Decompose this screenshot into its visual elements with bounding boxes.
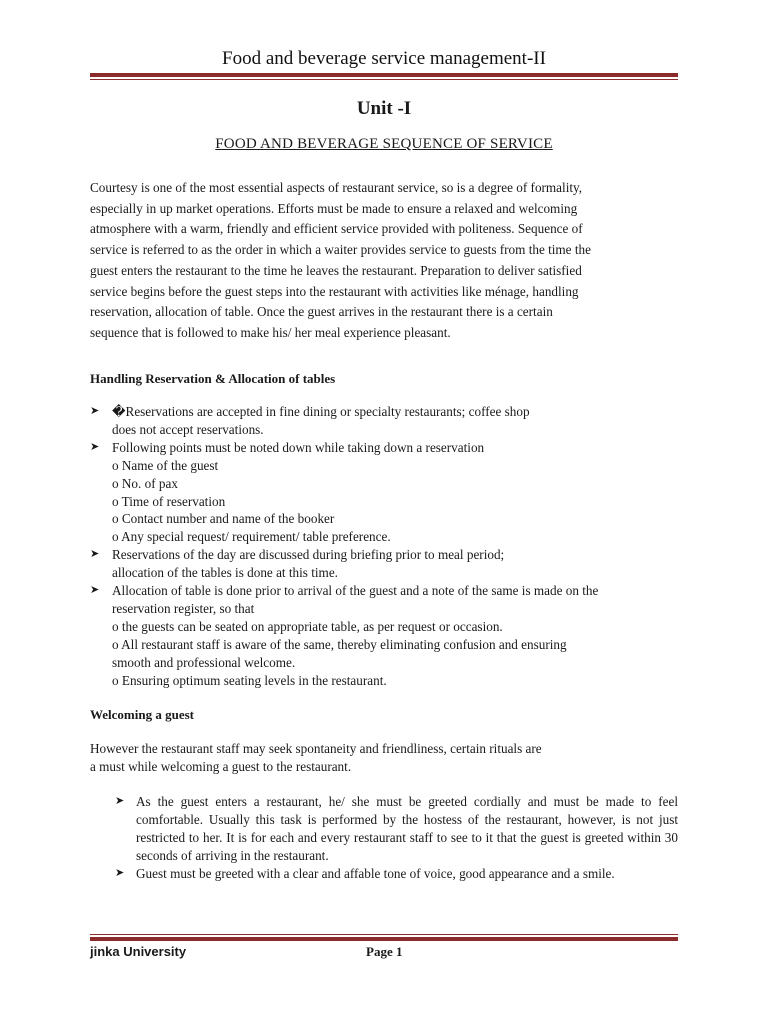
arrowhead-bullet-icon: ➤ [90,405,100,417]
intro-line: especially in up market operations. Efforts must be made to ensure a relaxed and welcoming [90,200,578,216]
sub-item: o Contact number and name of the booker [112,511,335,527]
sub-item: o Ensuring optimum seating levels in the restaurant. [112,672,387,688]
section-title: FOOD AND BEVERAGE SEQUENCE OF SERVICE [215,136,553,152]
reservation-list [90,403,690,690]
welcome-intro [90,740,678,776]
sub-item: o Any special request/ requirement/ table preference. [112,529,391,545]
list-item: ➤ Following points must be noted down while taking down a reservation [90,439,485,455]
list-item: ➤ As the guest enters a restaurant, he/ she must be greeted cordially and must be made to feel comfortable. Usually this task is performed by the hostess of the restaurant, however, is not just restricted to her. It is for each and every restaurant staff to see to it that the guest is greeted within 30 seconds of arriving in the restaurant. [115,794,678,863]
intro-line: sequence that is followed to make his/ her meal experience pleasant. [90,324,451,340]
intro-line: atmosphere with a warm, friendly and efficient service provided with politeness. Sequence of [90,221,583,237]
list-item: ➤ Guest must be greeted with a clear and affable tone of voice, good appearance and a smile. [115,865,615,881]
list-item: ➤ Reservations of the day are discussed during briefing prior to meal period; [90,547,505,563]
intro-line: reservation, allocation of table. Once the guest arrives in the restaurant there is a certain [90,304,553,320]
footer-institution: jinka University [90,944,187,959]
sub-item: smooth and professional welcome. [112,654,296,670]
header-title: Food and beverage service management-II [222,48,546,69]
list-item-continuation: reservation register, so that [112,600,255,616]
header-rule [90,73,678,80]
list-item: ➤ Allocation of table is done prior to arrival of the guest and a note of the same is made on the [90,583,599,599]
arrowhead-bullet-icon: ➤ [115,866,125,879]
sub-item: o No. of pax [112,475,178,491]
arrowhead-bullet-icon: ➤ [90,548,100,561]
page-number: Page 1 [366,944,403,959]
unit-heading: Unit -I [356,98,412,119]
arrowhead-bullet-icon: ➤ [90,584,100,597]
intro-paragraph [90,178,678,344]
list-item: ➤ �Reservations are accepted in fine dining or specialty restaurants; coffee shop [90,404,530,419]
intro-line: service begins before the guest steps into the restaurant with activities like ménage, handling [90,283,579,299]
intro-line: Courtesy is one of the most essential aspects of restaurant service, so is a degree of formality, [90,180,583,195]
sub-item: o All restaurant staff is aware of the same, thereby eliminating confusion and ensuring [112,636,567,652]
intro-line: service is referred to as the order in which a waiter provides service to guests from the time the [90,242,591,258]
welcome-list [115,793,678,883]
arrowhead-bullet-icon: ➤ [115,795,125,807]
intro-line: guest enters the restaurant to the time he leaves the restaurant. Preparation to deliver satisfied [90,262,582,278]
arrowhead-bullet-icon: ➤ [90,440,100,453]
sub-item: o Time of reservation [112,493,226,509]
footer-rule [90,934,678,941]
sub-item: o the guests can be seated on appropriate table, as per request or occasion. [112,618,503,634]
welcome-heading: Welcoming a guest [90,707,194,722]
welcome-intro-line: a must while welcoming a guest to the restaurant. [90,759,352,774]
list-item-continuation: allocation of the tables is done at this time. [112,565,338,581]
welcome-intro-line: However the restaurant staff may seek spontaneity and friendliness, certain rituals are [90,741,542,756]
sub-item: o Name of the guest [112,457,219,473]
list-item-continuation: does not accept reservations. [112,421,264,437]
reservation-heading: Handling Reservation & Allocation of tables [90,371,336,386]
